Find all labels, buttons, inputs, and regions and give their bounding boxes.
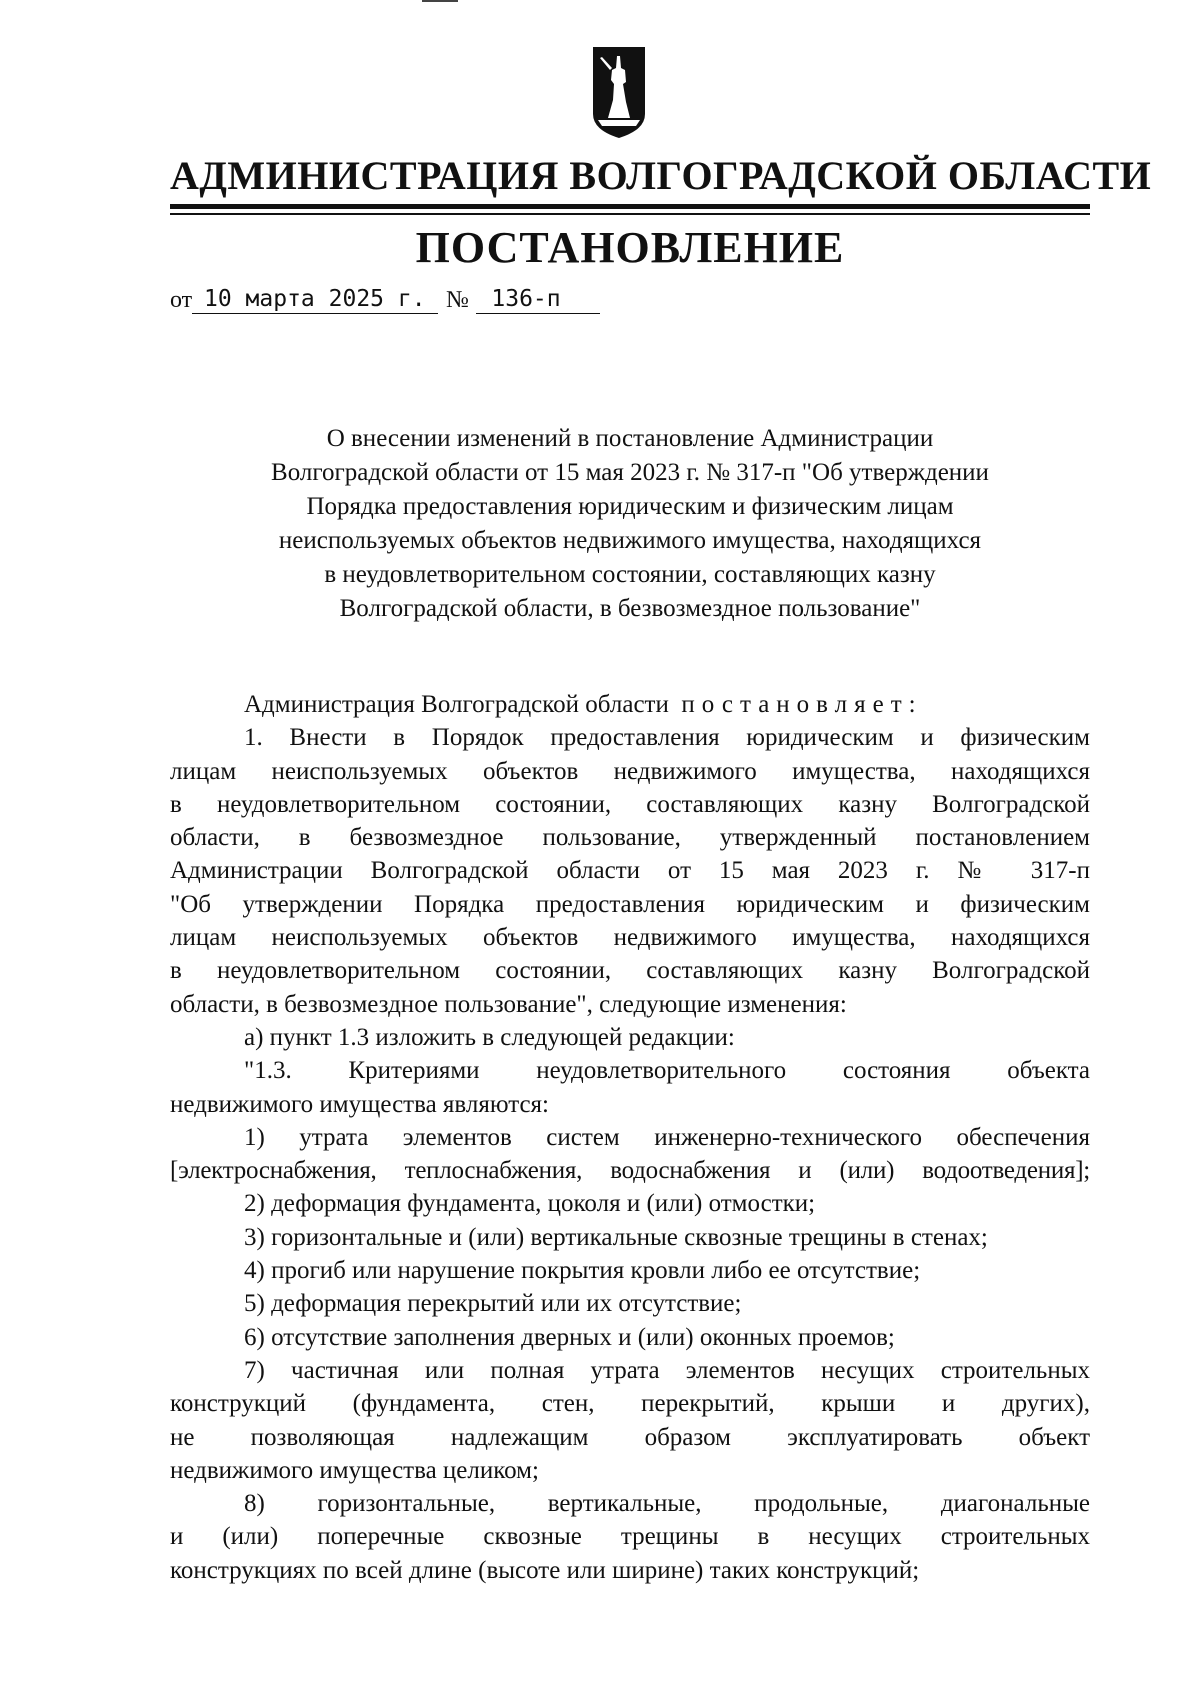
title-line: Волгоградской области, в безвозмездное пользование" bbox=[339, 595, 921, 622]
body-line: области, в безвозмездное пользование", следующие изменения: bbox=[170, 990, 847, 1018]
document-body bbox=[170, 688, 1090, 1587]
body-line: недвижимого имущества целиком; bbox=[170, 1456, 539, 1484]
preamble-subject: Администрация Волгоградской области bbox=[244, 691, 669, 718]
document-date: 10 марта 2025 г. bbox=[204, 286, 426, 312]
body-line: конструкциях по всей длине (высоте или ширине) таких конструкций; bbox=[170, 1556, 920, 1584]
organization-name: АДМИНИСТРАЦИЯ ВОЛГОГРАДСКОЙ ОБЛАСТИ bbox=[170, 153, 1152, 198]
body-line: 3) горизонтальные и (или) вертикальные сквозные трещины в стенах; bbox=[244, 1223, 988, 1251]
body-line: 2) деформация фундамента, цоколя и (или) отмостки; bbox=[244, 1190, 816, 1218]
body-line: "1.3. Критериями неудовлетворительного состояния объекта bbox=[244, 1057, 1090, 1085]
body-line: а) пункт 1.3 изложить в следующей редакции: bbox=[244, 1023, 735, 1051]
title-line: неиспользуемых объектов недвижимого имущества, находящихся bbox=[278, 527, 982, 554]
body-line: 8) горизонтальные, вертикальные, продольные, диагональные bbox=[244, 1490, 1090, 1518]
body-line: в неудовлетворительном состоянии, составляющих казну Волгоградской bbox=[170, 790, 1090, 818]
date-from-label: от bbox=[170, 287, 193, 313]
preamble-verb: постановляет: bbox=[681, 691, 923, 718]
body-line: недвижимого имущества являются: bbox=[170, 1090, 549, 1118]
number-label: № bbox=[446, 287, 469, 313]
scan-top-mark bbox=[422, 0, 458, 2]
body-line: области, в безвозмездное пользование, утвержденный постановлением bbox=[170, 824, 1090, 852]
header-rule-thick bbox=[170, 204, 1090, 209]
volgograd-coat-of-arms-icon bbox=[592, 46, 646, 142]
body-line: и (или) поперечные сквозные трещины в несущих строительных bbox=[170, 1523, 1090, 1551]
body-line: 1) утрата элементов систем инженерно-технического обеспечения bbox=[244, 1123, 1090, 1151]
document-type: ПОСТАНОВЛЕНИЕ bbox=[415, 223, 845, 272]
body-line: лицам неиспользуемых объектов недвижимого имущества, находящихся bbox=[170, 924, 1090, 952]
body-line: Администрации Волгоградской области от 15 мая 2023 г. № 317-п bbox=[170, 857, 1090, 885]
body-line: 4) прогиб или нарушение покрытия кровли либо ее отсутствие; bbox=[244, 1257, 921, 1285]
body-line: 1. Внести в Порядок предоставления юридическим и физическим bbox=[244, 724, 1090, 752]
document-title bbox=[170, 422, 1090, 626]
body-line: 6) отсутствие заполнения дверных и (или) оконных проемов; bbox=[244, 1323, 895, 1351]
title-line: О внесении изменений в постановление Администрации bbox=[326, 425, 934, 452]
body-line: 7) частичная или полная утрата элементов несущих строительных bbox=[244, 1356, 1090, 1384]
document-number: 136-п bbox=[491, 286, 561, 312]
title-line: в неудовлетворительном состоянии, составляющих казну bbox=[324, 561, 936, 588]
number-underline bbox=[476, 313, 600, 314]
body-line: конструкций (фундамента, стен, перекрытий, крыши и других), bbox=[170, 1390, 1090, 1418]
body-line: [электроснабжения, теплоснабжения, водоснабжения и (или) водоотведения]; bbox=[170, 1157, 1090, 1185]
body-line: лицам неиспользуемых объектов недвижимого имущества, находящихся bbox=[170, 757, 1090, 785]
body-line: не позволяющая надлежащим образом эксплуатировать объект bbox=[170, 1423, 1090, 1451]
header-rule-thin bbox=[170, 213, 1090, 215]
title-line: Волгоградской области от 15 мая 2023 г. № 317-п "Об утверждении bbox=[271, 459, 989, 486]
date-underline bbox=[192, 313, 438, 314]
body-line: 5) деформация перекрытий или их отсутствие; bbox=[244, 1290, 742, 1318]
title-line: Порядка предоставления юридическим и физическим лицам bbox=[306, 493, 954, 520]
preamble bbox=[170, 688, 1090, 721]
body-line: в неудовлетворительном состоянии, составляющих казну Волгоградской bbox=[170, 957, 1090, 985]
body-line: "Об утверждении Порядка предоставления юридическим и физическим bbox=[170, 890, 1090, 918]
